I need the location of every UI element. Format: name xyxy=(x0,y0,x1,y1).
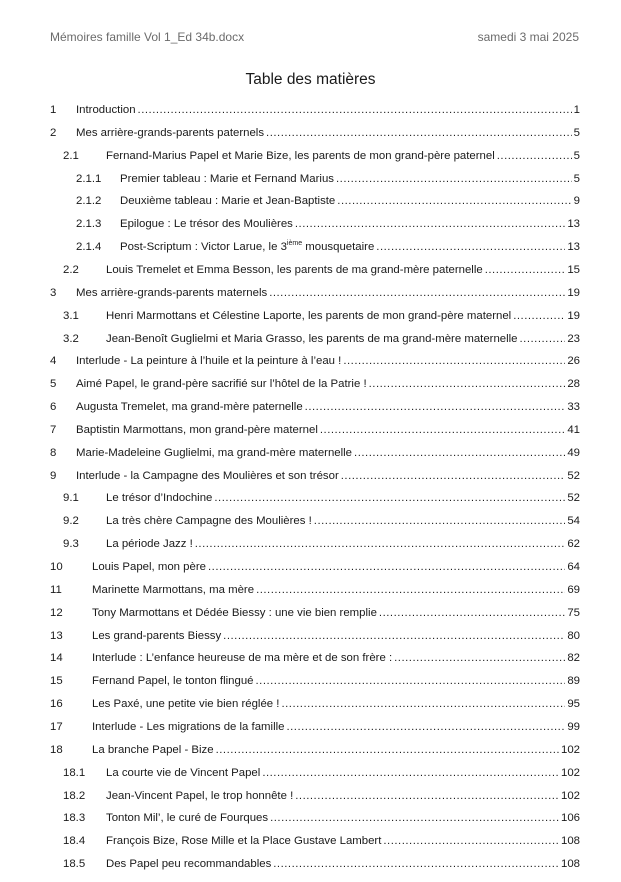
toc-dot-leader xyxy=(485,259,566,281)
toc-entry-number: 1 xyxy=(50,104,57,116)
toc-entry-label: Interlude - La peinture à l’huile et la peinture à l’eau ! xyxy=(76,355,342,368)
toc-entry-number: 18.1 xyxy=(63,766,86,779)
toc-dot-leader xyxy=(376,236,565,258)
toc-entry[interactable] xyxy=(63,533,580,555)
toc-dot-leader xyxy=(262,762,559,784)
toc-entry[interactable] xyxy=(63,830,580,852)
toc-entry-number: 14 xyxy=(50,652,63,665)
toc-dot-leader xyxy=(513,305,565,327)
toc-entry-number: 2.1.3 xyxy=(76,218,102,231)
toc-entry-page: 108 xyxy=(560,835,580,848)
toc-entry[interactable] xyxy=(50,602,580,624)
toc-entry-page: 102 xyxy=(560,789,580,802)
toc-dot-leader xyxy=(255,670,565,692)
toc-dot-leader xyxy=(369,373,566,395)
toc-entry-page: 13 xyxy=(567,218,580,231)
toc-dot-leader xyxy=(383,830,559,852)
toc-entry[interactable] xyxy=(50,122,580,144)
toc-dot-leader xyxy=(256,579,565,601)
toc-entry-label: Introduction xyxy=(76,104,136,116)
toc-entry-page: 49 xyxy=(567,446,580,459)
toc-entry-label: Fernand-Marius Papel et Marie Bize, les parents de mon grand-père paternel xyxy=(106,149,495,162)
toc-entry-page: 54 xyxy=(567,515,580,528)
toc-entry-label xyxy=(120,236,374,258)
toc-entry-label: Mes arrière-grands-parents maternels xyxy=(76,286,268,299)
toc-entry[interactable] xyxy=(76,190,580,212)
toc-entry[interactable] xyxy=(63,762,580,784)
toc-entry-page: 102 xyxy=(560,766,580,779)
toc-dot-leader xyxy=(341,465,566,487)
toc-entry[interactable] xyxy=(50,739,580,761)
toc-entry[interactable] xyxy=(50,556,580,578)
toc-entry[interactable] xyxy=(50,716,580,738)
toc-entry[interactable] xyxy=(50,625,580,647)
toc-entry[interactable] xyxy=(63,305,580,327)
toc-entry-number: 12 xyxy=(50,606,63,619)
toc-entry-number: 4 xyxy=(50,355,57,368)
toc-entry[interactable] xyxy=(63,510,580,532)
toc-dot-leader xyxy=(281,693,565,715)
toc-entry-number: 3.2 xyxy=(63,332,79,345)
toc-dot-leader xyxy=(195,533,566,555)
toc-entry-page: 15 xyxy=(567,263,580,276)
toc-entry-number: 9.3 xyxy=(63,538,79,551)
toc-dot-leader xyxy=(343,350,565,372)
toc-entry-number: 6 xyxy=(50,401,57,414)
toc-dot-leader xyxy=(216,739,559,761)
toc-entry-number: 18.5 xyxy=(63,858,86,871)
toc-entry[interactable] xyxy=(76,168,580,190)
toc-dot-leader xyxy=(266,122,572,144)
toc-entry-page: 19 xyxy=(567,286,580,299)
toc-entry-label-superscript: ième xyxy=(286,240,303,248)
toc-entry-number: 16 xyxy=(50,698,63,711)
toc-entry-page: 52 xyxy=(567,469,580,482)
toc-entry-label: Marinette Marmottans, ma mère xyxy=(92,583,255,596)
toc-entry-page: 62 xyxy=(567,538,580,551)
toc-entry-page: 28 xyxy=(567,378,580,391)
toc-title: Table des matières xyxy=(245,71,376,88)
toc-entry-label: La branche Papel - Bize xyxy=(92,743,214,756)
toc-entry-label: Interlude : L’enfance heureuse de ma mère et de son frère : xyxy=(92,652,393,665)
toc-entry-label: La très chère Campagne des Moulières ! xyxy=(106,515,312,528)
toc-entry-label: Tonton Mil’, le curé de Fourques xyxy=(106,812,269,825)
toc-entry-label: Mes arrière-grands-parents paternels xyxy=(76,126,265,139)
toc-entry-number: 5 xyxy=(50,378,57,391)
toc-entry-number: 3 xyxy=(50,286,57,299)
toc-entry-label: Des Papel peu recommandables xyxy=(106,858,272,871)
toc-entry[interactable] xyxy=(50,99,580,121)
toc-entry-page: 108 xyxy=(560,858,580,871)
toc-dot-leader xyxy=(305,396,566,418)
toc-entry-page: 5 xyxy=(573,149,580,162)
toc-entry[interactable] xyxy=(63,328,580,350)
toc-entry-number: 7 xyxy=(50,423,57,436)
toc-entry-page: 106 xyxy=(560,812,580,825)
toc-entry-label-part: Post-Scriptum : Victor Larue, le 3 xyxy=(120,241,287,254)
toc-entry-label: Augusta Tremelet, ma grand-mère paternelle xyxy=(76,401,303,414)
toc-entry[interactable] xyxy=(63,145,580,167)
toc-entry[interactable] xyxy=(63,259,580,281)
toc-entry-number: 3.1 xyxy=(63,309,79,322)
toc-entry-number: 2.1.4 xyxy=(76,241,102,254)
toc-entry-page: 19 xyxy=(567,309,580,322)
toc-entry-page: 52 xyxy=(567,492,580,505)
toc-entry-number: 2.1.1 xyxy=(76,172,102,185)
toc-entry-page: 80 xyxy=(567,629,580,642)
toc-entry-label: Les Paxé, une petite vie bien réglée ! xyxy=(92,698,280,711)
toc-entry-number: 18 xyxy=(50,743,63,756)
toc-dot-leader xyxy=(214,487,565,509)
toc-entry[interactable] xyxy=(50,373,580,395)
toc-dot-leader xyxy=(354,442,565,464)
toc-dot-leader xyxy=(337,190,571,212)
toc-entry[interactable] xyxy=(50,670,580,692)
toc-entry-label: Interlude - la Campagne des Moulières et son trésor xyxy=(76,469,339,482)
toc-entry-page: 41 xyxy=(567,423,580,436)
toc-entry-label: La courte vie de Vincent Papel xyxy=(106,766,261,779)
toc-entry[interactable] xyxy=(50,282,580,304)
toc-dot-leader xyxy=(269,282,565,304)
toc-entry-label: Jean-Benoît Guglielmi et Maria Grasso, les parents de ma grand-mère maternelle xyxy=(106,332,518,345)
toc-entry-label: Baptistin Marmottans, mon grand-père maternel xyxy=(76,423,318,436)
toc-dot-leader xyxy=(208,556,565,578)
toc-entry-number: 9 xyxy=(50,469,57,482)
toc-entry-page: 1 xyxy=(573,104,580,116)
toc-dot-leader xyxy=(295,213,565,235)
toc-entry-number: 9.2 xyxy=(63,515,79,528)
toc-entry-number: 2 xyxy=(50,126,57,139)
toc-dot-leader xyxy=(379,602,565,624)
toc-entry-page: 95 xyxy=(567,698,580,711)
toc-entry-page: 75 xyxy=(567,606,580,619)
toc-dot-leader xyxy=(314,510,566,532)
toc-entry-number: 2.1 xyxy=(63,149,79,162)
header-document-name: Mémoires famille Vol 1_Ed 34b.docx xyxy=(50,30,245,44)
toc-entry[interactable] xyxy=(63,785,580,807)
toc-entry-label: Aimé Papel, le grand-père sacrifié sur l’hôtel de la Patrie ! xyxy=(76,378,367,391)
toc-entry-number: 10 xyxy=(50,561,63,573)
toc-entry[interactable] xyxy=(50,396,580,418)
toc-entry-page: 5 xyxy=(573,172,580,185)
toc-entry-page: 9 xyxy=(573,195,580,208)
toc-entry-page: 69 xyxy=(567,583,580,596)
toc-entry-number: 11 xyxy=(50,583,62,596)
toc-entry[interactable] xyxy=(50,442,580,464)
toc-dot-leader xyxy=(320,419,565,441)
toc-entry[interactable] xyxy=(63,853,580,875)
toc-entry-number: 9.1 xyxy=(63,492,79,505)
toc-entry-label: Louis Tremelet et Emma Besson, les parents de ma grand-mère paternelle xyxy=(106,263,483,276)
header-date: samedi 3 mai 2025 xyxy=(477,30,579,44)
toc-entry-label-part: mousquetaire xyxy=(302,241,375,254)
toc-entry-label: Les grand-parents Biessy xyxy=(92,629,222,642)
toc-entry[interactable] xyxy=(76,236,580,258)
toc-entry-label: Jean-Vincent Papel, le trop honnête ! xyxy=(106,789,294,802)
toc-entry-number: 2.2 xyxy=(63,263,79,276)
toc-entry[interactable] xyxy=(63,807,580,829)
toc-entry-label: Interlude - Les migrations de la famille xyxy=(92,720,285,733)
toc-dot-leader xyxy=(394,647,565,669)
toc-entry-page: 102 xyxy=(560,743,580,756)
toc-dot-leader xyxy=(286,716,565,738)
toc-entry-label: Louis Papel, mon père xyxy=(92,561,206,573)
toc-entry-page: 26 xyxy=(567,355,580,368)
toc-entry[interactable] xyxy=(50,465,580,487)
toc-entry[interactable] xyxy=(63,487,580,509)
toc-entry-label: Fernand Papel, le tonton flingué xyxy=(92,675,254,688)
toc-entry-number: 17 xyxy=(50,720,63,733)
toc-entry-label: Marie-Madeleine Guglielmi, ma grand-mère maternelle xyxy=(76,446,353,459)
toc-entry-number: 13 xyxy=(50,629,63,642)
toc-entry[interactable] xyxy=(76,213,580,235)
toc-entry-number: 18.4 xyxy=(63,835,86,848)
toc-entry-label: François Bize, Rose Mille et la Place Gustave Lambert xyxy=(106,835,382,848)
toc-dot-leader xyxy=(295,785,559,807)
toc-entry-number: 15 xyxy=(50,675,63,688)
toc-entry-page: 33 xyxy=(567,401,580,414)
toc-dot-leader xyxy=(138,99,572,121)
toc-entry-label: La période Jazz ! xyxy=(106,538,193,551)
toc-dot-leader xyxy=(270,807,559,829)
toc-dot-leader xyxy=(223,625,565,647)
toc-dot-leader xyxy=(520,328,566,350)
toc-entry-page: 23 xyxy=(567,332,580,345)
toc-dot-leader xyxy=(273,853,559,875)
toc-entry-label: Deuxième tableau : Marie et Jean-Baptiste xyxy=(120,195,336,208)
toc-entry[interactable] xyxy=(50,579,580,601)
toc-dot-leader xyxy=(497,145,572,167)
toc-entry-number: 2.1.2 xyxy=(76,195,102,208)
toc-entry-number: 18.2 xyxy=(63,789,86,802)
toc-entry-page: 13 xyxy=(567,241,580,254)
toc-entry-number: 8 xyxy=(50,446,57,459)
toc-entry-label: Epilogue : Le trésor des Moulières xyxy=(120,218,293,231)
toc-entry-label: Premier tableau : Marie et Fernand Marius xyxy=(120,172,334,185)
toc-entry-page: 99 xyxy=(567,720,580,733)
toc-entry[interactable] xyxy=(50,350,580,372)
toc-entry-label: Henri Marmottans et Célestine Laporte, les parents de mon grand-père maternel xyxy=(106,309,512,322)
toc-entry-page: 89 xyxy=(567,675,580,688)
toc-entry-label: Tony Marmottans et Dédée Biessy : une vie bien remplie xyxy=(92,606,377,619)
toc-entry-page: 64 xyxy=(567,561,580,573)
toc-dot-leader xyxy=(336,168,572,190)
toc-entry[interactable] xyxy=(50,693,580,715)
toc-entry[interactable] xyxy=(50,419,580,441)
toc-entry[interactable] xyxy=(50,647,580,669)
toc-entry-page: 82 xyxy=(567,652,580,665)
toc-entry-label: Le trésor d’Indochine xyxy=(106,492,213,505)
toc-entry-number: 18.3 xyxy=(63,812,86,825)
toc-entry-page: 5 xyxy=(573,126,580,139)
